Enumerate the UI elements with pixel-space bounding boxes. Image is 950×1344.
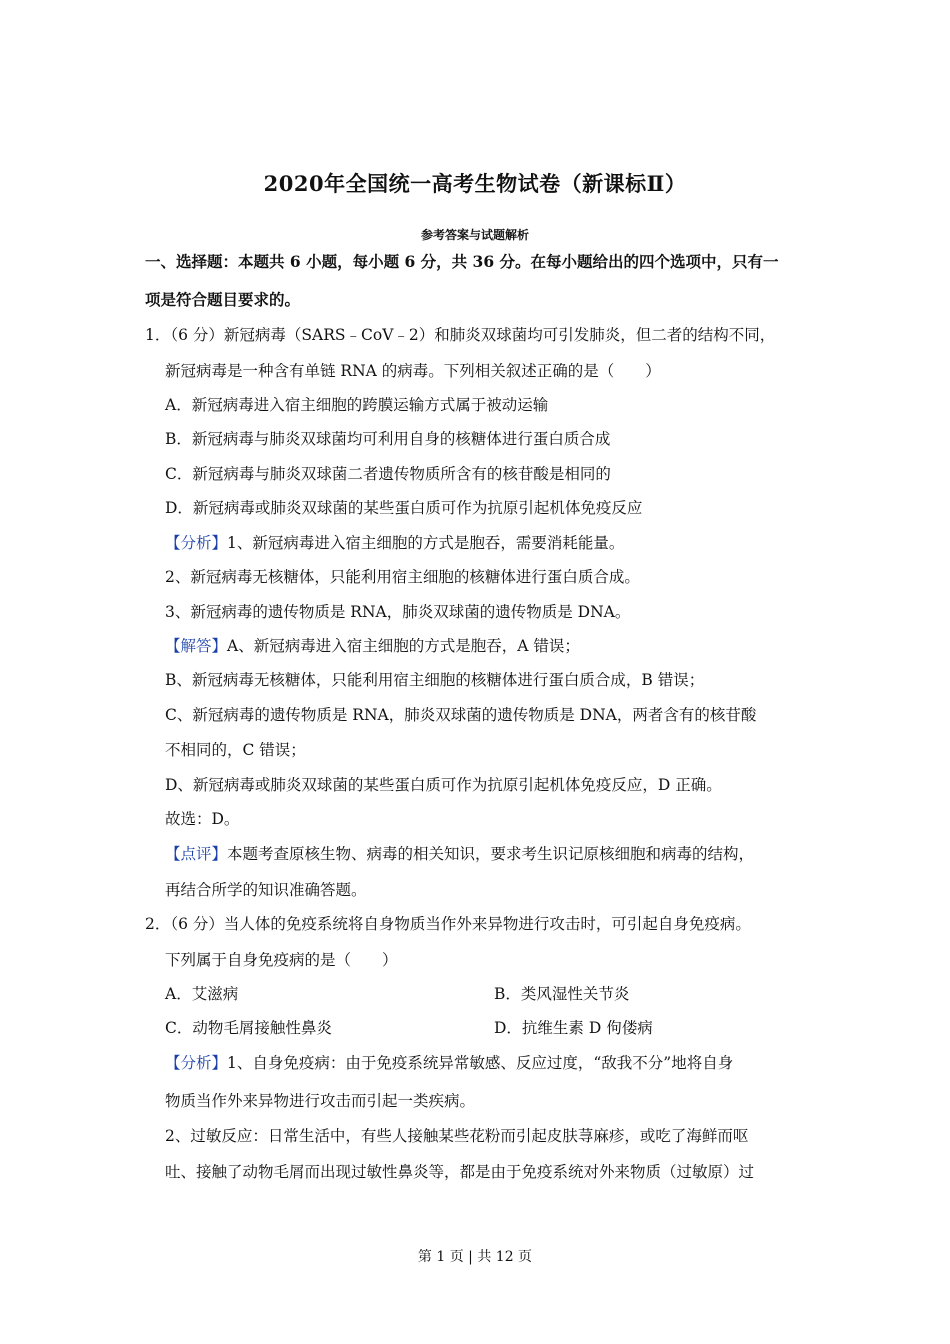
q2-analysis-text-1: 1、自身免疫病：由于免疫系统异常敏感、反应过度，“敌我不分”地将自身: [227, 1054, 734, 1072]
q2-analysis-line-4: 吐、接触了动物毛屑而出现过敏性鼻炎等，都是由于免疫系统对外来物质（过敏原）过: [165, 1163, 755, 1181]
q2-option-a: A．艾滋病: [165, 985, 239, 1003]
q1-answer-line-4: 不相同的，C 错误；: [165, 741, 306, 759]
q2-analysis-line-2: 物质当作外来异物进行攻击而引起一类疾病。: [165, 1092, 476, 1110]
q1-comment-text-1: 本题考查原核生物、病毒的相关知识，要求考生识记原核细胞和病毒的结构，: [227, 845, 755, 863]
q1-analysis-text-1: 1、新冠病毒进入宿主细胞的方式是胞吞，需要消耗能量。: [227, 534, 625, 552]
analysis-tag: 【分析】: [165, 534, 228, 552]
q2-stem-line-1: 2．（6 分）当人体的免疫系统将自身物质当作外来异物进行攻击时，可引起自身免疫病。: [145, 915, 751, 933]
comment-tag: 【点评】: [165, 845, 228, 863]
q1-analysis-line-2: 2、新冠病毒无核糖体，只能利用宿主细胞的核糖体进行蛋白质合成。: [165, 568, 640, 586]
q2-analysis-line-3: 2、过敏反应：日常生活中，有些人接触某些花粉而引起皮肤荨麻疹，或吃了海鲜而呕: [165, 1127, 749, 1145]
q1-option-d: D．新冠病毒或肺炎双球菌的某些蛋白质可作为抗原引起机体免疫反应: [165, 499, 643, 517]
page-footer: 第 1 页 | 共 12 页: [417, 1249, 533, 1265]
section-header-line-1: 一、选择题：本题共 6 小题，每小题 6 分，共 36 分。在每小题给出的四个选项中，只有一: [145, 252, 779, 271]
analysis-tag: 【分析】: [165, 1054, 228, 1072]
q1-answer-line-6: 故选：D。: [165, 810, 240, 828]
q1-answer-text-1: A、新冠病毒进入宿主细胞的方式是胞吞，A 错误；: [227, 637, 580, 655]
q1-comment-line-1: [165, 844, 754, 864]
q2-stem-line-2: 下列属于自身免疫病的是（ ）: [165, 951, 398, 969]
q1-stem-line-1: 1．（6 分）新冠病毒（SARS﹣CoV﹣2）和肺炎双球菌均可引发肺炎，但二者的结构不同，: [145, 326, 776, 344]
q1-answer-line-1: [165, 636, 580, 656]
q1-analysis-line-3: 3、新冠病毒的遗传物质是 RNA，肺炎双球菌的遗传物质是 DNA。: [165, 603, 631, 621]
q1-comment-line-2: 再结合所学的知识准确答题。: [165, 881, 367, 899]
q1-answer-line-3: C、新冠病毒的遗传物质是 RNA，肺炎双球菌的遗传物质是 DNA，两者含有的核苷酸: [165, 706, 757, 724]
page-title: 2020年全国统一高考生物试卷（新课标Ⅱ）: [263, 171, 687, 196]
q2-option-d: D．抗维生素 D 佝偻病: [494, 1019, 653, 1037]
q2-option-c: C．动物毛屑接触性鼻炎: [165, 1019, 332, 1037]
page-subtitle: 参考答案与试题解析: [420, 228, 529, 242]
q2-option-b: B．类风湿性关节炎: [494, 985, 630, 1003]
q1-answer-line-5: D、新冠病毒或肺炎双球菌的某些蛋白质可作为抗原引起机体免疫反应，D 正确。: [165, 776, 722, 794]
q1-analysis-line-1: [165, 533, 624, 553]
q1-stem-line-2: 新冠病毒是一种含有单链 RNA 的病毒。下列相关叙述正确的是（ ）: [165, 362, 661, 380]
q2-analysis-line-1: [165, 1053, 733, 1073]
answer-tag: 【解答】: [165, 637, 228, 655]
section-header-line-2: 项是符合题目要求的。: [145, 290, 301, 309]
q1-option-c: C．新冠病毒与肺炎双球菌二者遗传物质所含有的核苷酸是相同的: [165, 465, 611, 483]
q1-option-a: A．新冠病毒进入宿主细胞的跨膜运输方式属于被动运输: [165, 396, 549, 414]
q1-option-b: B．新冠病毒与肺炎双球菌均可利用自身的核糖体进行蛋白质合成: [165, 430, 611, 448]
q1-answer-line-2: B、新冠病毒无核糖体，只能利用宿主细胞的核糖体进行蛋白质合成，B 错误；: [165, 671, 705, 689]
